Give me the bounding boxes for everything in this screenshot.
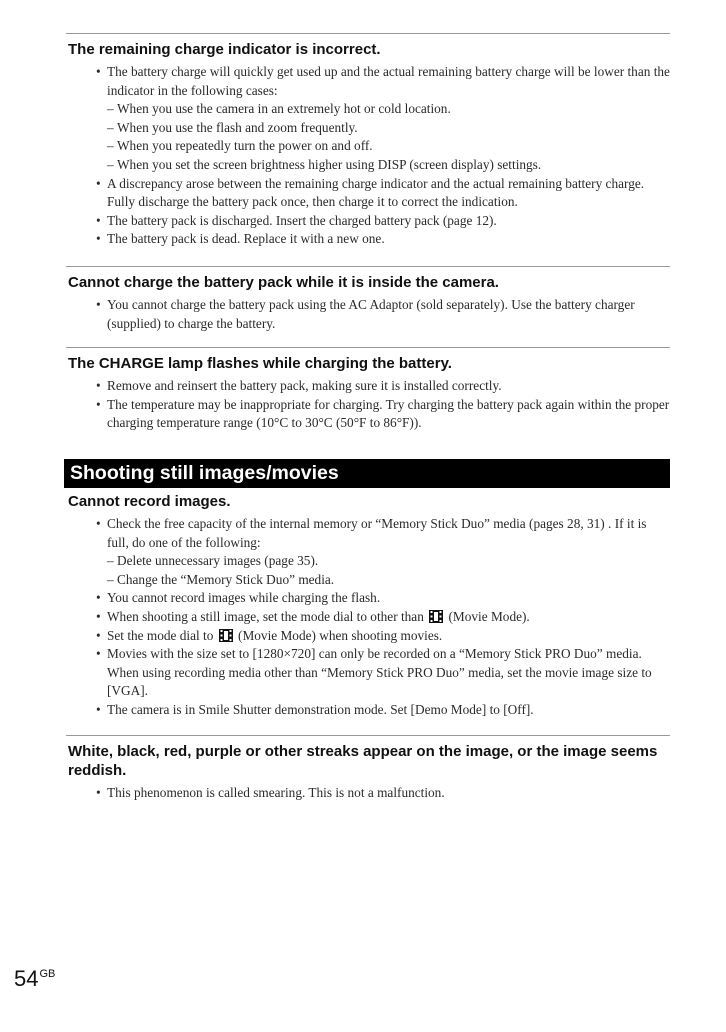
subitem-text: When you use the flash and zoom frequently. <box>117 119 358 135</box>
list-subitem <box>96 156 670 175</box>
list-item: • Check the free capacity of the internal memory or “Memory Stick Duo” media (pages 28, 31) . If it is full, do one of the following: <box>96 515 670 552</box>
list-subitem <box>96 100 670 119</box>
list-item: • You cannot record images while charging the flash. <box>96 589 670 608</box>
item-text: (Movie Mode). <box>448 608 530 624</box>
list-subitem <box>96 552 670 571</box>
subitem-text: Delete unnecessary images (page 35). <box>117 553 319 569</box>
item-list <box>66 377 670 433</box>
section-heading: White, black, red, purple or other streaks appear on the image, or the image seems reddish. <box>68 743 658 779</box>
subitem-text: When you use the camera in an extremely hot or cold location. <box>117 101 451 117</box>
list-item: • Movies with the size set to [1280×720] can only be recorded on a “Memory Stick PRO Duo” media. When using recording media other than “Memory Stick PRO Duo” media, set the movie image size to [VGA]. <box>96 645 670 701</box>
list-item: • Remove and reinsert the battery pack, making sure it is installed correctly. <box>96 377 670 396</box>
movie-mode-icon <box>219 629 233 642</box>
chapter-banner <box>64 459 670 488</box>
section-divider <box>66 266 670 267</box>
item-list <box>66 63 670 249</box>
section-divider <box>66 347 670 348</box>
list-item: • The temperature may be inappropriate for charging. Try charging the battery pack again within the proper charging temperature range (10°C to 30°C (50°F to 86°F)). <box>96 396 670 433</box>
section-cannot-record <box>66 488 670 720</box>
chapter-title: Shooting still images/movies <box>70 462 339 484</box>
section-streaks <box>66 735 670 803</box>
section-charge-lamp <box>66 347 670 433</box>
subitem-text: When you repeatedly turn the power on and off. <box>117 138 373 154</box>
subitem-text: Change the “Memory Stick Duo” media. <box>117 571 335 587</box>
item-text: When shooting a still image, set the mode dial to other than <box>107 608 424 624</box>
page-number-value: 54 <box>14 966 39 991</box>
list-item <box>96 608 670 627</box>
item-text: (Movie Mode) when shooting movies. <box>238 627 443 643</box>
section-heading: Cannot record images. <box>68 493 231 510</box>
region-code: GB <box>39 968 56 980</box>
item-list <box>66 784 670 803</box>
list-item: • The battery pack is discharged. Insert the charged battery pack (page 12). <box>96 212 670 231</box>
list-item: • The battery pack is dead. Replace it with a new one. <box>96 230 670 249</box>
list-item: • A discrepancy arose between the remaining charge indicator and the actual remaining battery charge. Fully discharge the battery pack once, then charge it to correct the indication. <box>96 175 670 212</box>
page-number <box>14 966 55 992</box>
subitem-text: When you set the screen brightness higher using DISP (screen display) settings. <box>117 156 542 172</box>
section-divider <box>66 735 670 736</box>
section-remaining-charge <box>66 33 670 249</box>
list-item: • This phenomenon is called smearing. This is not a malfunction. <box>96 784 670 803</box>
list-subitem <box>96 119 670 138</box>
list-subitem <box>96 571 670 590</box>
section-heading: The remaining charge indicator is incorrect. <box>68 41 381 58</box>
movie-mode-icon <box>429 610 443 623</box>
list-item: • The battery charge will quickly get used up and the actual remaining battery charge will be lower than the indicator in the following cases: <box>96 63 670 100</box>
item-text: Set the mode dial to <box>107 627 214 643</box>
section-charge-in-camera <box>66 266 670 333</box>
list-item: • The camera is in Smile Shutter demonstration mode. Set [Demo Mode] to [Off]. <box>96 701 670 720</box>
list-item: • You cannot charge the battery pack using the AC Adaptor (sold separately). Use the battery charger (supplied) to charge the battery. <box>96 296 670 333</box>
section-divider <box>66 33 670 34</box>
list-item <box>96 627 670 646</box>
list-subitem <box>96 137 670 156</box>
item-list <box>66 296 670 333</box>
section-heading: The CHARGE lamp flashes while charging the battery. <box>68 355 452 372</box>
item-list <box>66 515 670 720</box>
section-heading: Cannot charge the battery pack while it is inside the camera. <box>68 274 499 291</box>
